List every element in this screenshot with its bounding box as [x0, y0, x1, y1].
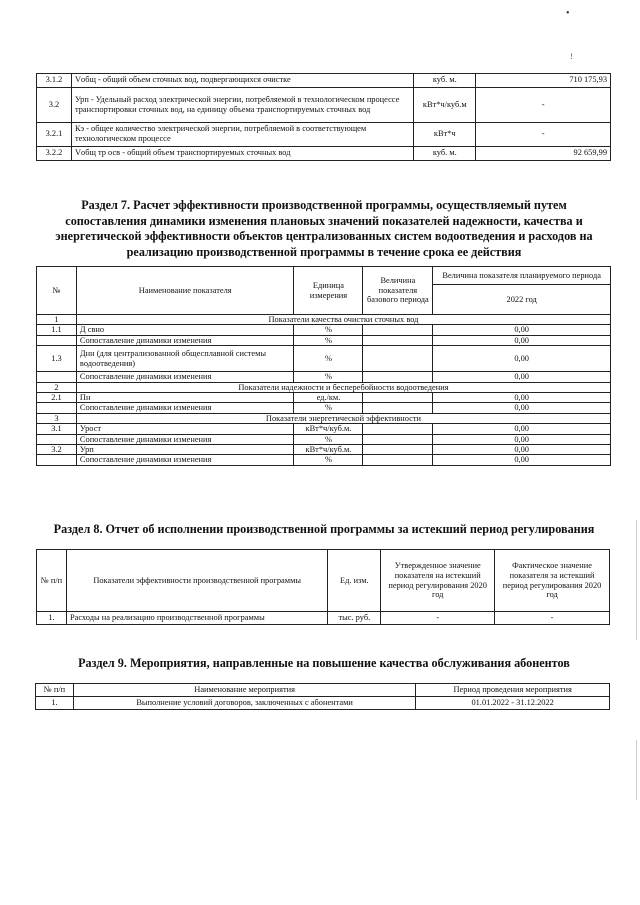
col-num: № п/п: [37, 550, 67, 612]
row-base: [363, 434, 433, 444]
row-unit: %: [294, 335, 363, 345]
row-name: Сопоставление динамики изменения: [76, 403, 294, 413]
row-name: Днн (для централизованной общесплавной системы водоотведения): [76, 346, 294, 372]
table-row: [36, 697, 610, 710]
row-name: Сопоставление динамики изменения: [76, 335, 294, 345]
table-row: [37, 88, 611, 123]
section-7-table: [36, 266, 611, 466]
row-value: 0,00: [433, 434, 611, 444]
row-value: 710 175,93: [476, 74, 611, 88]
group-num: 2: [37, 382, 77, 392]
table-row: [37, 372, 611, 382]
row-num: 1.: [36, 697, 74, 710]
col-name: Показатели эффективности производственной программы: [66, 550, 327, 612]
row-num: [37, 372, 77, 382]
row-num: 3.1.2: [37, 74, 72, 88]
row-num: 1.3: [37, 346, 77, 372]
row-num: [37, 455, 77, 465]
row-name: Сопоставление динамики изменения: [76, 455, 294, 465]
group-row: [37, 315, 611, 325]
row-name: Сопоставление динамики изменения: [76, 372, 294, 382]
col-planned: Величина показателя планируемого периода: [433, 267, 611, 285]
row-num: 2.1: [37, 393, 77, 403]
row-unit: %: [294, 372, 363, 382]
row-base: [363, 455, 433, 465]
row-base: [363, 403, 433, 413]
row-base: [363, 393, 433, 403]
scan-edge: [636, 520, 637, 640]
row-name: Урост: [76, 424, 294, 434]
row-value: 92 659,99: [476, 146, 611, 160]
col-name: Наименование показателя: [76, 267, 294, 315]
row-value: 0,00: [433, 325, 611, 335]
row-value: -: [476, 88, 611, 123]
col-base: Величина показателя базового периода: [363, 267, 433, 315]
row-base: [363, 346, 433, 372]
row-unit: %: [294, 434, 363, 444]
row-unit: кВт*ч: [414, 123, 476, 147]
row-value: 0,00: [433, 403, 611, 413]
row-unit: %: [294, 455, 363, 465]
col-unit: Единица измерения: [294, 267, 363, 315]
row-unit: %: [294, 346, 363, 372]
row-name: Сопоставление динамики изменения: [76, 434, 294, 444]
row-name: Пн: [76, 393, 294, 403]
row-num: 1.1: [37, 325, 77, 335]
row-value: 0,00: [433, 346, 611, 372]
col-year: 2022 год: [433, 285, 611, 315]
row-base: [363, 445, 433, 455]
table-row: [37, 346, 611, 372]
col-unit: Ед. изм.: [328, 550, 381, 612]
row-num: 3.2: [37, 88, 72, 123]
table-row: [37, 146, 611, 160]
row-value: 0,00: [433, 335, 611, 345]
table-row: [37, 123, 611, 147]
row-num: [37, 434, 77, 444]
row-value: 0,00: [433, 445, 611, 455]
scan-mark: !: [570, 52, 573, 61]
row-unit: ед./км.: [294, 393, 363, 403]
row-unit: кВт*ч/куб.м: [414, 88, 476, 123]
row-value: 0,00: [433, 455, 611, 465]
row-base: [363, 424, 433, 434]
row-num: [37, 403, 77, 413]
table-row: [37, 445, 611, 455]
table-row: [37, 403, 611, 413]
table-row: [37, 325, 611, 335]
scan-edge: [636, 740, 637, 800]
table-row: [37, 434, 611, 444]
section-9-title: Раздел 9. Мероприятия, направленные на повышение качества обслуживания абонентов: [78, 656, 570, 670]
row-name: Д свно: [76, 325, 294, 335]
row-unit: %: [294, 403, 363, 413]
row-value: 0,00: [433, 393, 611, 403]
group-num: 1: [37, 315, 77, 325]
row-name: Кэ - общее количество электрической энергии, потребляемой в соответствующем технологическом процессе: [71, 123, 413, 147]
section-8-title: Раздел 8. Отчет об исполнении производственной программы за истекший период регулирования: [53, 522, 595, 536]
row-name: Выполнение условий договоров, заключенных с абонентами: [73, 697, 415, 710]
scan-mark: •: [566, 8, 570, 19]
row-value: -: [476, 123, 611, 147]
row-period: 01.01.2022 - 31.12.2022: [416, 697, 610, 710]
row-num: 1.: [37, 612, 67, 625]
row-unit: кВт*ч/куб.м.: [294, 424, 363, 434]
row-num: 3.2: [37, 445, 77, 455]
row-value: 0,00: [433, 372, 611, 382]
col-name: Наименование мероприятия: [73, 684, 415, 697]
row-base: [363, 335, 433, 345]
row-name: Vобщ - общий объем сточных вод, подвергающихся очистке: [71, 74, 413, 88]
row-name: Урп: [76, 445, 294, 455]
col-actual: Фактическое значение показателя за истекший период регулирования 2020 год: [495, 550, 610, 612]
group-num: 3: [37, 413, 77, 423]
row-num: 3.1: [37, 424, 77, 434]
row-unit: тыс. руб.: [328, 612, 381, 625]
row-num: 3.2.2: [37, 146, 72, 160]
col-num: № п/п: [36, 684, 74, 697]
row-num: 3.2.1: [37, 123, 72, 147]
group-row: [37, 382, 611, 392]
col-num: №: [37, 267, 77, 315]
row-value: 0,00: [433, 424, 611, 434]
group-title: Показатели надежности и бесперебойности водоотведения: [76, 382, 610, 392]
group-title: Показатели качества очистки сточных вод: [76, 315, 610, 325]
row-unit: кВт*ч/куб.м.: [294, 445, 363, 455]
table-row: [37, 74, 611, 88]
row-name: Vобщ тр осв - общий объем транспортируемых сточных вод: [71, 146, 413, 160]
row-unit: куб. м.: [414, 74, 476, 88]
group-row: [37, 413, 611, 423]
col-approved: Утвержденное значение показателя на истекший период регулирования 2020 год: [381, 550, 495, 612]
row-name: Расходы на реализацию производственной программы: [66, 612, 327, 625]
table-row: [37, 335, 611, 345]
row-approved: -: [381, 612, 495, 625]
table-row: [37, 424, 611, 434]
row-unit: %: [294, 325, 363, 335]
row-base: [363, 372, 433, 382]
row-base: [363, 325, 433, 335]
row-name: Урп - Удельный расход электрической энергии, потребляемой в технологическом процессе транспортировки сточных вод, на единицу объема транспортируемых сточных вод: [71, 88, 413, 123]
row-actual: -: [495, 612, 610, 625]
group-title: Показатели энергетической эффективности: [76, 413, 610, 423]
table-row: [37, 612, 610, 625]
table-row: [37, 393, 611, 403]
section-7-title: Раздел 7. Расчет эффективности производственной программы, осуществляемый путем сопоставления динамики изменения плановых значений показателей надежности, качества и энергетической эффективности объектов централизованных систем водоотведения и расходов на реализацию производственной программы в течение срока ее действия: [55, 198, 593, 259]
row-num: [37, 335, 77, 345]
table-row: [37, 455, 611, 465]
section-9-table: [35, 683, 610, 710]
section-8-table: [36, 549, 610, 625]
row-unit: куб. м.: [414, 146, 476, 160]
indicators-table-continued: [36, 73, 611, 161]
col-period: Период проведения мероприятия: [416, 684, 610, 697]
